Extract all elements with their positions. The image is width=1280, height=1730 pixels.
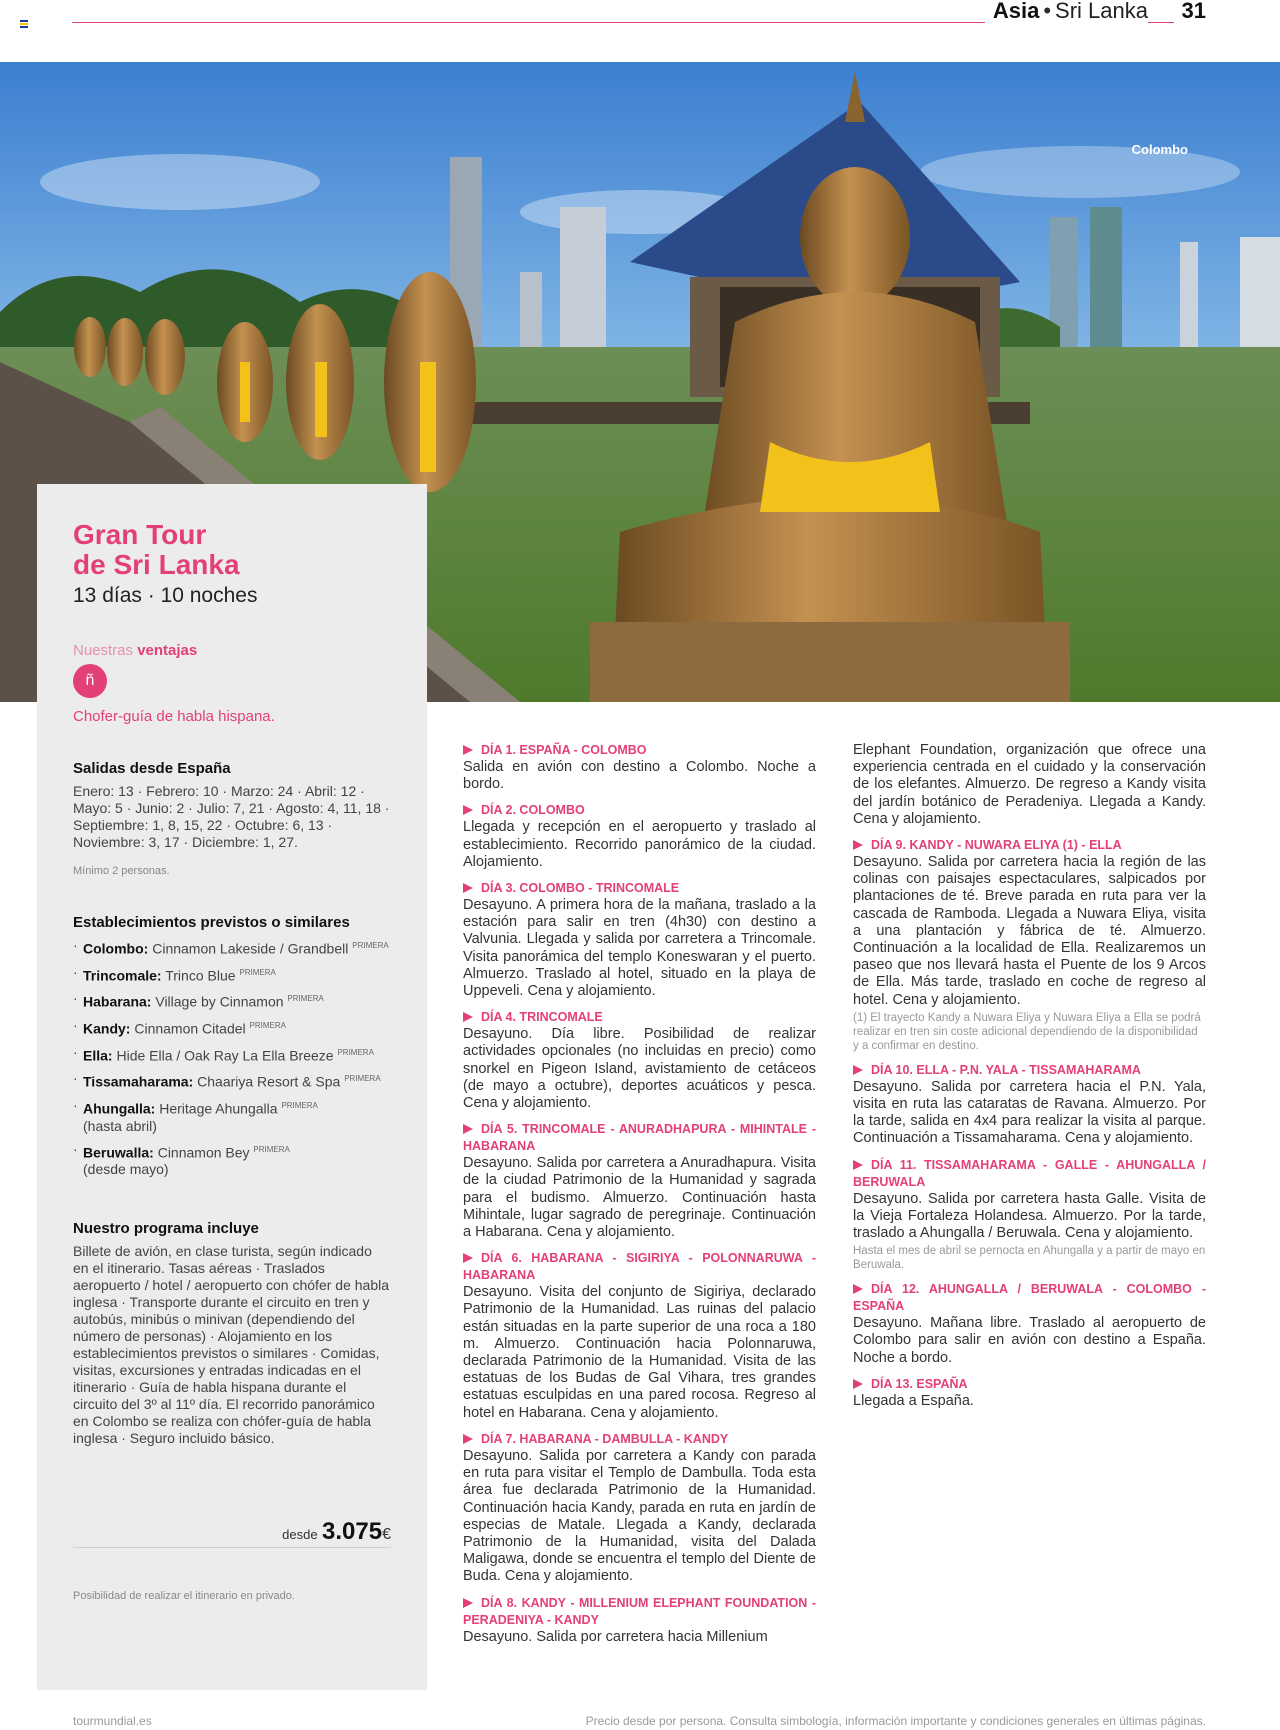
day-text: Desayuno. Día libre. Posibilidad de realizar actividades opcionales (no incluidas en precio) como snorkel en Pigeon Island, avistamiento de cetáceos (de mayo a octubre), deportes acuáticos y pesca. Cena y alojamiento. [463,1026,816,1112]
hotels-section [73,914,391,1184]
hotels-list [73,937,391,1178]
itinerary-column-1 [463,742,816,1646]
triangle-bullet-icon [463,883,473,893]
includes-section [73,1220,391,1447]
region-label: Asia [992,0,1040,23]
day-text: Salida en avión con destino a Colombo. Noche a bordo. [463,759,816,793]
hotel-city: Tissamaharama: [83,1073,194,1090]
hotel-item [73,1097,391,1135]
triangle-bullet-icon [853,1284,863,1294]
day-heading: DÍA 4. TRINCOMALE [463,1009,816,1026]
hotel-item [73,937,391,958]
triangle-bullet-icon [463,1012,473,1022]
day-text: Desayuno. Salida por carretera hasta Galle. Visita de la Vieja Fortaleza Holandesa. Almuerzo. Por la tarde, traslado a Ahungalla / Beruwala. Cena y alojamiento. [853,1190,1206,1242]
hotel-name: Hide Ella / Oak Ray La Ella Breeze [116,1047,334,1064]
hotels-title: Establecimientos previstos o similares [73,914,350,931]
price-divider [73,1547,391,1548]
triangle-bullet-icon [463,1598,473,1608]
private-note: Posibilidad de realizar el itinerario en privado. [73,1590,295,1602]
day-note: Hasta el mes de abril se pernocta en Ahungalla y a partir de mayo en Beruwala. [853,1245,1206,1272]
day-text: Desayuno. Salida por carretera a Anuradhapura. Visita de la ciudad Patrimonio de la Humanidad y sagrada para el budismo. Almuerzo. Continuación hasta Mihintale, lugar sagrado de peregrinaje. Continuación a Habarana. Cena y alojamiento. [463,1155,816,1241]
hotel-item [73,1070,391,1091]
day-heading: DÍA 2. COLOMBO [463,802,816,819]
day-text: Elephant Foundation, organización que ofrece una experiencia centrada en el cuidado y la conservación de los elefantes. Almuerzo. De regreso a Kandy visita del jardín botánico de Peradeniya. Llegada a Kandy. Cena y alojamiento. [853,742,1206,827]
day-heading: DÍA 13. ESPAÑA [853,1376,1206,1393]
hotel-category: PRIMERA [249,1020,286,1030]
day-text: Desayuno. Mañana libre. Traslado al aeropuerto de Colombo para salir en avión con destino a España. Noche a bordo. [853,1315,1206,1366]
hotel-category: PRIMERA [281,1100,318,1110]
hotel-city: Habarana: [83,993,152,1010]
departures-section [73,760,391,877]
spanish-guide-icon: ñ [73,664,107,698]
hotel-category: PRIMERA [239,967,276,977]
advantages-label: Nuestras ventajas [73,642,198,659]
hotel-name: Cinnamon Bey [157,1144,250,1161]
triangle-bullet-icon [853,840,863,850]
min-people-note: Mínimo 2 personas. [73,865,170,877]
includes-text: Billete de avión, en clase turista, según indicado en el itinerario. Tasas aéreas · Traslados aeropuerto / hotel / aeropuerto con chófer de habla inglesa · Transporte durante el circuito en tren y autobús, minibús o minivan (dependiendo del número de personas) · Alojamiento en los establecimientos previstos o similares · Comidas, visitas, excursiones y entradas indicadas en el itinerario · Guía de habla hispana durante el circuito del 3º al 11º día. El recorrido panorámico en Colombo se realiza con chófer-guía de habla inglesa · Seguro incluido básico. [73,1243,389,1446]
triangle-bullet-icon [463,1253,473,1263]
day-text: Desayuno. Salida por carretera hacia la región de las colinas con paisajes espectaculares, salpicados por plantaciones de té. Breve parada en ruta para ver la cascada de Ramboda. Llegada a Nuwara Eliya, visita a una plantación y fábrica de té. Almuerzo. Continuación a la localidad de Ella. Realizaremos un paseo que nos llevará hasta el Puente de los 9 Arcos de Ella. Más tarde, traslado en coche de regreso al hotel. Cena y alojamiento. [853,854,1206,1008]
flag-icon [20,20,28,27]
triangle-bullet-icon [463,1124,473,1134]
triangle-bullet-icon [853,1065,863,1075]
hotel-name: Village by Cinnamon [155,993,284,1010]
hotel-extra: (desde mayo) [83,1161,169,1178]
day-text: Desayuno. Salida por carretera hacia Millenium [463,1628,768,1645]
hotel-name: Cinnamon Citadel [134,1020,246,1037]
triangle-bullet-icon [463,745,473,755]
hotel-category: PRIMERA [344,1074,381,1084]
hotel-name: Cinnamon Lakeside / Grandbell [152,940,349,957]
day-text: Desayuno. Salida por carretera a Kandy con parada en ruta para visitar el Templo de Dambulla. Toda esta área fue declarada Patrimonio de la Humanidad. Continuación hacia Kandy, parada en ruta en jardín de especias de Matale. Llegada a Kandy, declarada Patrimonio de la Humanidad, visita del Dalada Maligawa, donde se encuentra el templo del Diente de Buda. Cena y alojamiento. [463,1447,816,1585]
advantage-text: Chofer-guía de habla hispana. [73,708,275,725]
hotel-name: Heritage Ahungalla [159,1100,278,1117]
hotel-item [73,1017,391,1038]
triangle-bullet-icon [853,1379,863,1389]
departures-text: Enero: 13 · Febrero: 10 · Marzo: 24 · Abril: 12 · Mayo: 5 · Junio: 2 · Julio: 7, 21 · Agosto: 4, 11, 18 · Septiembre: 1, 8, 15, 22 · Octubre: 6, 13 · Noviembre: 3, 17 · Diciembre: 1, 27. [73,783,390,850]
day-note: (1) El trayecto Kandy a Nuwara Eliya y Nuwara Eliya a Ella se podrá realizar en tren sin coste adicional dependiendo de la disponibilidad y a confirmar en destino. [853,1011,1201,1052]
hotel-city: Ahungalla: [83,1100,156,1117]
photo-caption: Colombo [1131,142,1188,157]
day-text: Desayuno. A primera hora de la mañana, traslado a la estación para salir en tren (4h30) con destino a Valvunia. Llegada y salida por carretera a Trincomale. Visita panorámica del templo Koneswaran y el puerto. Almuerzo. Traslado al hotel, situado en la playa de Uppeveli. Cena y alojamiento. [463,897,816,1000]
hotel-city: Trincomale: [83,967,162,984]
day-heading: DÍA 1. ESPAÑA - COLOMBO [463,742,816,759]
day-heading: DÍA 7. HABARANA - DAMBULLA - KANDY [463,1431,816,1448]
hotel-city: Colombo: [83,940,149,957]
section-title [985,0,1148,24]
triangle-bullet-icon [853,1160,863,1170]
day-text: Llegada y recepción en el aeropuerto y traslado al establecimiento. Recorrido panorámico de la ciudad. Alojamiento. [463,819,816,870]
day-heading: DÍA 3. COLOMBO - TRINCOMALE [463,880,816,897]
day-heading: DÍA 6. HABARANA - SIGIRIYA - POLONNARUWA - HABARANA [463,1251,816,1283]
price-from-label: desde [282,1527,318,1542]
price-amount: 3.075 [322,1518,383,1545]
day-heading: DÍA 11. TISSAMAHARAMA - GALLE - AHUNGALLA / BERUWALA [853,1157,1206,1189]
day-heading: DÍA 8. KANDY - MILLENIUM ELEPHANT FOUNDATION - PERADENIYA - KANDY [463,1595,816,1627]
disclaimer-footer: Precio desde por persona. Consulta simbología, información importante y condiciones generales en últimas páginas. [585,1714,1206,1728]
page-header [0,0,1280,60]
day-heading: DÍA 10. ELLA - P.N. YALA - TISSAMAHARAMA [853,1062,1206,1079]
hotel-category: PRIMERA [352,941,389,950]
triangle-bullet-icon [463,1434,473,1444]
country-label: Sri Lanka [1055,0,1148,23]
itinerary-column-2 [853,742,1206,1410]
triangle-bullet-icon [463,805,473,815]
hotel-item [73,990,391,1011]
tour-duration: 13 días · 10 noches [73,584,258,607]
hotel-name: Trinco Blue [165,967,236,984]
day-heading: DÍA 12. AHUNGALLA / BERUWALA - COLOMBO - ESPAÑA [853,1282,1206,1314]
hotel-category: PRIMERA [253,1144,290,1154]
day-heading: DÍA 9. KANDY - NUWARA ELIYA (1) - ELLA [853,837,1206,854]
hotel-city: Kandy: [83,1020,131,1037]
hotel-item [73,964,391,985]
hotel-category: PRIMERA [287,994,324,1004]
hotel-name: Chaariya Resort & Spa [197,1073,341,1090]
hotel-item [73,1044,391,1065]
day-text: Desayuno. Visita del conjunto de Sigiriya, declarado Patrimonio de la Humanidad. Las ruinas del palacio están situadas en la parte superior de una roca a 180 m. Almuerzo. Continuación hacia Polonnaruwa, declarada Patrimonio de la Humanidad. Visita de las estatuas de los Budas de Gal Vihara, tres grandes estatuas esculpidas en una pared rocosa. Regreso al hotel en Habarana. Cena y alojamiento. [463,1284,816,1421]
price-currency: € [382,1526,391,1543]
website-footer: tourmundial.es [73,1714,152,1728]
day-text: Llegada a España. [853,1392,974,1409]
departures-title: Salidas desde España [73,760,231,777]
hotel-city: Ella: [83,1047,113,1064]
tour-info-panel [37,484,427,1690]
hotel-item [73,1141,391,1179]
separator: • [1043,0,1052,23]
includes-title: Nuestro programa incluye [73,1220,259,1237]
day-text: Desayuno. Salida por carretera hacia el P.N. Yala, visita en ruta las cataratas de Ravana. Almuerzo. Por la tarde, salida en 4x4 para realizar la visita al parque. Continuación a Tissamaharama. Cena y alojamiento. [853,1078,1206,1147]
page-number: 31 [1181,0,1206,23]
tour-title: Gran Tour de Sri Lanka [73,519,240,580]
hotel-extra: (hasta abril) [83,1117,157,1134]
hotel-category: PRIMERA [337,1047,374,1057]
price-block [73,1518,391,1546]
day-heading: DÍA 5. TRINCOMALE - ANURADHAPURA - MIHINTALE - HABARANA [463,1122,816,1154]
hotel-city: Beruwalla: [83,1144,154,1161]
